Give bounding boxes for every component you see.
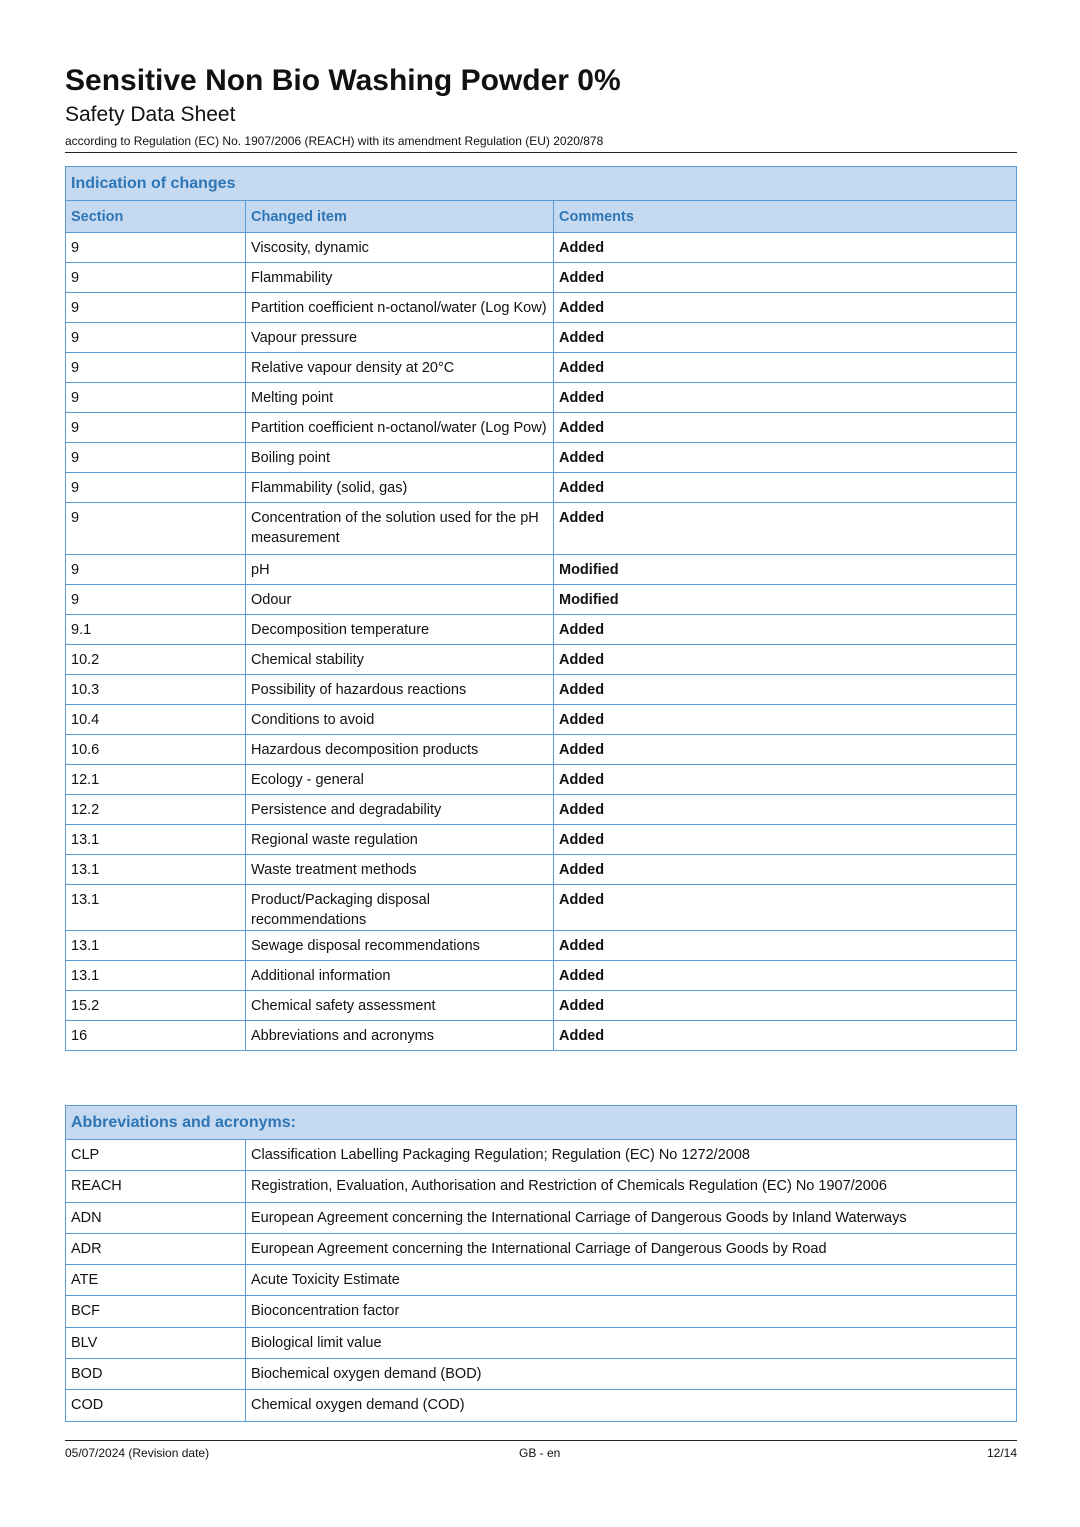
column-header-comments: Comments <box>554 201 1017 233</box>
abbreviation-cell: ADN <box>66 1202 246 1233</box>
abbreviations-table <box>65 1105 1017 1422</box>
abbreviation-cell: BOD <box>66 1359 246 1390</box>
table-row <box>66 795 1017 825</box>
changed-item-cell: Persistence and degradability <box>246 795 554 825</box>
abbreviations-caption: Abbreviations and acronyms: <box>66 1106 1017 1140</box>
revision-date: 05/07/2024 (Revision date) <box>65 1446 210 1460</box>
changed-item-cell: Flammability <box>246 263 554 293</box>
table-row <box>66 931 1017 961</box>
changed-item-cell: Conditions to avoid <box>246 705 554 735</box>
changed-item-cell: pH <box>246 555 554 585</box>
table-row <box>66 1327 1017 1358</box>
footer-divider <box>65 1440 1017 1441</box>
comment-cell: Added <box>554 705 1017 735</box>
definition-cell: European Agreement concerning the International Carriage of Dangerous Goods by Road <box>246 1233 1017 1264</box>
table-row <box>66 1233 1017 1264</box>
table-row <box>66 705 1017 735</box>
table-row <box>66 855 1017 885</box>
table-row <box>66 263 1017 293</box>
section-cell: 9 <box>66 383 246 413</box>
changed-item-cell: Relative vapour density at 20°C <box>246 353 554 383</box>
regulation-note: according to Regulation (EC) No. 1907/2006 (REACH) with its amendment Regulation (EU) 2020/878 <box>65 134 604 148</box>
table-row <box>66 353 1017 383</box>
changed-item-cell: Product/Packaging disposal recommendations <box>246 885 554 931</box>
comment-cell: Added <box>554 615 1017 645</box>
document-subtitle: Safety Data Sheet <box>65 103 236 126</box>
column-header-section: Section <box>66 201 246 233</box>
changed-item-cell: Partition coefficient n-octanol/water (Log Pow) <box>246 413 554 443</box>
table-row <box>66 585 1017 615</box>
section-cell: 9 <box>66 585 246 615</box>
comment-cell: Added <box>554 645 1017 675</box>
comment-cell: Added <box>554 1021 1017 1051</box>
section-cell: 9.1 <box>66 615 246 645</box>
table-row <box>66 1202 1017 1233</box>
section-cell: 9 <box>66 293 246 323</box>
abbreviation-cell: ATE <box>66 1265 246 1296</box>
table-row <box>66 473 1017 503</box>
table-row <box>66 1140 1017 1171</box>
changed-item-cell: Chemical safety assessment <box>246 991 554 1021</box>
section-cell: 9 <box>66 233 246 263</box>
comment-cell: Added <box>554 855 1017 885</box>
abbreviation-cell: COD <box>66 1390 246 1421</box>
column-header-changed-item: Changed item <box>246 201 554 233</box>
section-cell: 10.2 <box>66 645 246 675</box>
table-row <box>66 615 1017 645</box>
comment-cell: Added <box>554 263 1017 293</box>
section-cell: 13.1 <box>66 885 246 931</box>
table-row <box>66 885 1017 931</box>
table-row <box>66 1359 1017 1390</box>
comment-cell: Added <box>554 353 1017 383</box>
abbreviation-cell: ADR <box>66 1233 246 1264</box>
section-cell: 10.3 <box>66 675 246 705</box>
definition-cell: Biological limit value <box>246 1327 1017 1358</box>
table-row <box>66 675 1017 705</box>
comment-cell: Added <box>554 961 1017 991</box>
locale-label: GB - en <box>519 1446 561 1460</box>
section-cell: 9 <box>66 413 246 443</box>
comment-cell: Added <box>554 991 1017 1021</box>
changes-caption: Indication of changes <box>66 167 1017 201</box>
table-row <box>66 1390 1017 1421</box>
changed-item-cell: Abbreviations and acronyms <box>246 1021 554 1051</box>
section-cell: 9 <box>66 503 246 555</box>
changed-item-cell: Concentration of the solution used for the pH measurement <box>246 503 554 555</box>
table-row <box>66 443 1017 473</box>
comment-cell: Added <box>554 825 1017 855</box>
section-cell: 13.1 <box>66 961 246 991</box>
changed-item-cell: Additional information <box>246 961 554 991</box>
table-row <box>66 825 1017 855</box>
changed-item-cell: Hazardous decomposition products <box>246 735 554 765</box>
table-row <box>66 413 1017 443</box>
definition-cell: Classification Labelling Packaging Regulation; Regulation (EC) No 1272/2008 <box>246 1140 1017 1171</box>
table-row <box>66 1171 1017 1202</box>
comment-cell: Added <box>554 735 1017 765</box>
comment-cell: Modified <box>554 555 1017 585</box>
table-row <box>66 735 1017 765</box>
changed-item-cell: Partition coefficient n-octanol/water (Log Kow) <box>246 293 554 323</box>
comment-cell: Added <box>554 503 1017 555</box>
changed-item-cell: Regional waste regulation <box>246 825 554 855</box>
table-row <box>66 645 1017 675</box>
section-cell: 9 <box>66 443 246 473</box>
comment-cell: Added <box>554 885 1017 931</box>
comment-cell: Added <box>554 443 1017 473</box>
comment-cell: Added <box>554 795 1017 825</box>
table-row <box>66 1265 1017 1296</box>
definition-cell: European Agreement concerning the International Carriage of Dangerous Goods by Inland Waterways <box>246 1202 1017 1233</box>
section-cell: 13.1 <box>66 855 246 885</box>
comment-cell: Added <box>554 383 1017 413</box>
changed-item-cell: Viscosity, dynamic <box>246 233 554 263</box>
table-row <box>66 503 1017 555</box>
table-row <box>66 961 1017 991</box>
table-row <box>66 1296 1017 1327</box>
changed-item-cell: Flammability (solid, gas) <box>246 473 554 503</box>
section-cell: 10.6 <box>66 735 246 765</box>
table-row <box>66 383 1017 413</box>
definition-cell: Registration, Evaluation, Authorisation and Restriction of Chemicals Regulation (EC) No 1907/2006 <box>246 1171 1017 1202</box>
comment-cell: Added <box>554 323 1017 353</box>
comment-cell: Added <box>554 931 1017 961</box>
table-row <box>66 555 1017 585</box>
comment-cell: Added <box>554 765 1017 795</box>
definition-cell: Biochemical oxygen demand (BOD) <box>246 1359 1017 1390</box>
section-cell: 9 <box>66 555 246 585</box>
abbreviation-cell: REACH <box>66 1171 246 1202</box>
table-row <box>66 233 1017 263</box>
section-cell: 12.1 <box>66 765 246 795</box>
changed-item-cell: Ecology - general <box>246 765 554 795</box>
changed-item-cell: Decomposition temperature <box>246 615 554 645</box>
abbreviation-cell: CLP <box>66 1140 246 1171</box>
table-row <box>66 323 1017 353</box>
changed-item-cell: Odour <box>246 585 554 615</box>
section-cell: 10.4 <box>66 705 246 735</box>
section-cell: 15.2 <box>66 991 246 1021</box>
definition-cell: Acute Toxicity Estimate <box>246 1265 1017 1296</box>
section-cell: 16 <box>66 1021 246 1051</box>
table-row <box>66 765 1017 795</box>
section-cell: 13.1 <box>66 825 246 855</box>
comment-cell: Added <box>554 473 1017 503</box>
section-cell: 9 <box>66 323 246 353</box>
changed-item-cell: Sewage disposal recommendations <box>246 931 554 961</box>
table-row <box>66 991 1017 1021</box>
table-row <box>66 1021 1017 1051</box>
header-divider <box>65 152 1017 153</box>
abbreviation-cell: BCF <box>66 1296 246 1327</box>
definition-cell: Chemical oxygen demand (COD) <box>246 1390 1017 1421</box>
comment-cell: Added <box>554 413 1017 443</box>
comment-cell: Added <box>554 675 1017 705</box>
section-cell: 9 <box>66 473 246 503</box>
section-cell: 9 <box>66 353 246 383</box>
changed-item-cell: Chemical stability <box>246 645 554 675</box>
section-cell: 12.2 <box>66 795 246 825</box>
product-title: Sensitive Non Bio Washing Powder 0% <box>65 64 621 97</box>
section-cell: 9 <box>66 263 246 293</box>
changed-item-cell: Vapour pressure <box>246 323 554 353</box>
comment-cell: Modified <box>554 585 1017 615</box>
definition-cell: Bioconcentration factor <box>246 1296 1017 1327</box>
changed-item-cell: Melting point <box>246 383 554 413</box>
changes-table <box>65 166 1017 1051</box>
abbreviation-cell: BLV <box>66 1327 246 1358</box>
changed-item-cell: Waste treatment methods <box>246 855 554 885</box>
changed-item-cell: Boiling point <box>246 443 554 473</box>
comment-cell: Added <box>554 233 1017 263</box>
comment-cell: Added <box>554 293 1017 323</box>
section-cell: 13.1 <box>66 931 246 961</box>
changed-item-cell: Possibility of hazardous reactions <box>246 675 554 705</box>
table-row <box>66 293 1017 323</box>
page-number: 12/14 <box>986 1446 1017 1460</box>
